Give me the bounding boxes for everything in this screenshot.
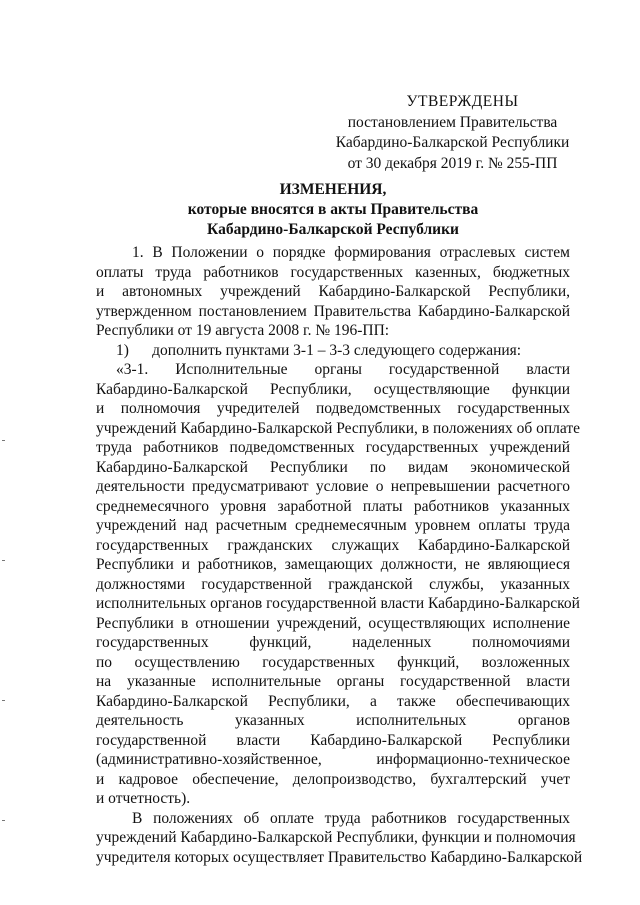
scan-speck — [2, 820, 5, 821]
approval-line: постановлением Правительства — [347, 113, 558, 131]
paragraph-line: деятельность указанных исполнительных органов — [96, 712, 570, 729]
paragraph-line: государственных функций, наделенных полномочиями — [96, 634, 570, 651]
paragraph-line: и кадровое обеспечение, делопроизводство, бухгалтерский учет — [96, 770, 570, 788]
paragraph-line: (административно-хозяйственное, информационно-техническое — [96, 751, 570, 768]
paragraph-line: учреждений Кабардино-Балкарской Республики, в положениях об оплате — [96, 419, 581, 437]
document-body — [96, 243, 583, 867]
paragraph-line: деятельности предусматривают условие о непревышении расчетного — [96, 478, 570, 495]
paragraph-line: Кабардино-Балкарской Республики, осуществляющие функции — [96, 380, 570, 398]
paragraph-line: по осуществлению государственных функций, возложенных — [96, 653, 570, 671]
paragraph-line: Республики и работников, замещающих должности, не являющиеся — [96, 556, 570, 573]
paragraph-line: государственной власти Кабардино-Балкарской Республики — [96, 731, 570, 749]
heading-line: которые вносятся в акты Правительства — [187, 201, 479, 218]
paragraph-line: и автономных учреждений Кабардино-Балкарской Республики, — [96, 283, 570, 300]
paragraph-line: Кабардино-Балкарской Республики, а также обеспечивающих — [96, 692, 570, 710]
paragraph-line: должностями государственной гражданской службы, указанных — [96, 575, 570, 593]
paragraph-line: и отчетность). — [96, 790, 191, 807]
heading-line: Кабардино-Балкарской Республики — [207, 221, 459, 238]
paragraph-line: труда работников подведомственных государственных учреждений — [96, 439, 570, 456]
approval-line: Кабардино-Балкарской Республики — [335, 134, 570, 151]
scan-speck — [2, 700, 5, 701]
paragraph-line: на указанные исполнительные органы государственной власти — [96, 673, 570, 690]
approval-line: от 30 декабря 2019 г. № 255-ПП — [347, 154, 558, 172]
list-item: 1) дополнить пунктами 3-1 – 3-3 следующего содержания: — [116, 341, 522, 359]
paragraph-line: «3-1. Исполнительные органы государственной власти — [116, 361, 570, 378]
paragraph-line: 1. В Положении о порядке формирования отраслевых систем — [132, 244, 570, 261]
scan-speck — [2, 440, 5, 441]
paragraph-line: среднемесячного уровня заработной платы работников указанных — [96, 497, 570, 515]
paragraph-line: утвержденном постановлением Правительства Кабардино-Балкарской — [96, 302, 570, 320]
paragraph-line: В положениях об оплате труда работников государственных — [132, 809, 570, 827]
scan-speck — [2, 560, 5, 561]
paragraph-line: учреждений Кабардино-Балкарской Республики, функции и полномочия — [96, 829, 576, 846]
paragraph-line: Кабардино-Балкарской Республики по видам экономической — [96, 458, 570, 476]
scan-margin-marks — [0, 0, 8, 905]
paragraph-line: Республики в отношении учреждений, осуществляющих исполнение — [96, 614, 570, 632]
document-heading — [96, 180, 570, 240]
paragraph-line: и полномочия учредителей подведомственных государственных — [96, 400, 570, 417]
paragraph-line: учредителя которых осуществляет Правительство Кабардино-Балкарской — [96, 848, 583, 866]
paragraph-line: учреждений над расчетным среднемесячным уровнем оплаты труда — [96, 517, 570, 534]
heading-title: ИЗМЕНЕНИЯ, — [279, 181, 387, 198]
approval-stamp — [330, 92, 575, 174]
paragraph-line: государственных гражданских служащих Кабардино-Балкарской — [96, 536, 570, 554]
paragraph-line: оплаты труда работников государственных казенных, бюджетных — [96, 263, 570, 281]
approval-title: УТВЕРЖДЕНЫ — [406, 93, 519, 110]
paragraph-line: исполнительных органов государственной власти Кабардино-Балкарской — [96, 595, 580, 612]
paragraph-line: Республики от 19 августа 2008 г. № 196-ПП: — [96, 322, 390, 339]
